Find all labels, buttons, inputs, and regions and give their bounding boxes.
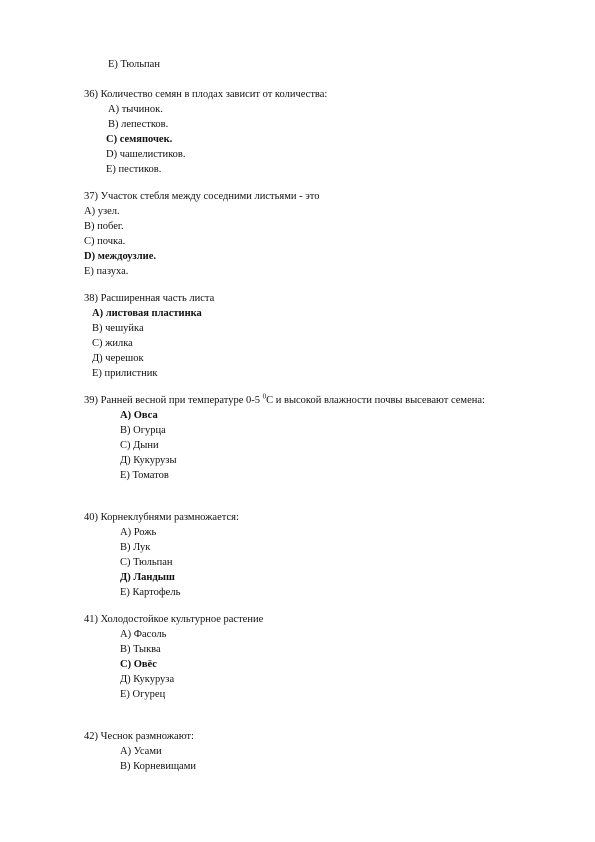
option-e: Е) Огурец xyxy=(120,689,166,700)
previous-question-tail xyxy=(0,57,595,72)
option-a: А) Усами xyxy=(120,746,162,757)
question-39 xyxy=(0,393,595,483)
question-text: 40) Корнеклубнями размножается: xyxy=(84,512,239,523)
option-a-answer: А) листовая пластинка xyxy=(92,308,202,319)
option-e: Е) Картофель xyxy=(120,587,181,598)
question-text: 41) Холодостойкое культурное растение xyxy=(84,614,264,625)
option-a-answer: А) Овса xyxy=(120,410,158,421)
option-d: Д) черешок xyxy=(92,353,144,364)
option-a: А) узел. xyxy=(84,206,120,217)
option-c: С) Дыни xyxy=(120,440,159,451)
option-d-answer: Д) Ландыш xyxy=(120,572,175,583)
question-text: 42) Чеснок размножают: xyxy=(84,731,194,742)
option-c: С) жилка xyxy=(92,338,133,349)
question-text xyxy=(84,393,595,408)
option-e: Е) пестиков. xyxy=(106,164,162,175)
option-d: D) чашелистиков. xyxy=(106,149,186,160)
degree-superscript: 0 xyxy=(262,392,267,401)
question-text: 38) Расширенная часть листа xyxy=(84,293,215,304)
question-40 xyxy=(0,510,595,600)
option-b: В) побег. xyxy=(84,221,124,232)
option-d-answer: D) междоузлие. xyxy=(84,251,156,262)
option-b: В) чешуйка xyxy=(92,323,144,334)
option-b: В) Лук xyxy=(120,542,151,553)
option-c: С) почка. xyxy=(84,236,126,247)
option-d: Д) Кукурузы xyxy=(120,455,177,466)
option-b: В) Корневищами xyxy=(120,761,196,772)
question-36 xyxy=(0,87,595,177)
option-e: Е) Томатов xyxy=(120,470,169,481)
question-text: 37) Участок стебля между соседними листьями - это xyxy=(84,191,320,202)
option-e: E) Тюльпан xyxy=(108,59,160,70)
option-a: А) Фасоль xyxy=(120,629,167,640)
option-c: С) Тюльпан xyxy=(120,557,173,568)
option-b: В) Тыква xyxy=(120,644,161,655)
option-a: А) Рожь xyxy=(120,527,157,538)
question-38 xyxy=(0,291,595,381)
question-42 xyxy=(0,729,595,774)
question-text: 36) Количество семян в плодах зависит от количества: xyxy=(84,89,328,100)
option-b: В) лепестков. xyxy=(108,119,169,130)
option-e: Е) пазуха. xyxy=(84,266,129,277)
option-e: Е) прилистник xyxy=(92,368,158,379)
question-37 xyxy=(0,189,595,279)
option-d: Д) Кукуруза xyxy=(120,674,175,685)
option-c-answer: С) Овёс xyxy=(120,659,157,670)
question-41 xyxy=(0,612,595,702)
option-c-answer: С) семяпочек. xyxy=(106,134,173,145)
question-text-start: 39) Ранней весной при температуре 0-5 xyxy=(84,395,263,406)
option-a: А) тычинок. xyxy=(108,104,163,115)
option-b: В) Огурца xyxy=(120,425,166,436)
question-text-end: С и высокой влажности почвы высевают семена: xyxy=(266,395,485,406)
